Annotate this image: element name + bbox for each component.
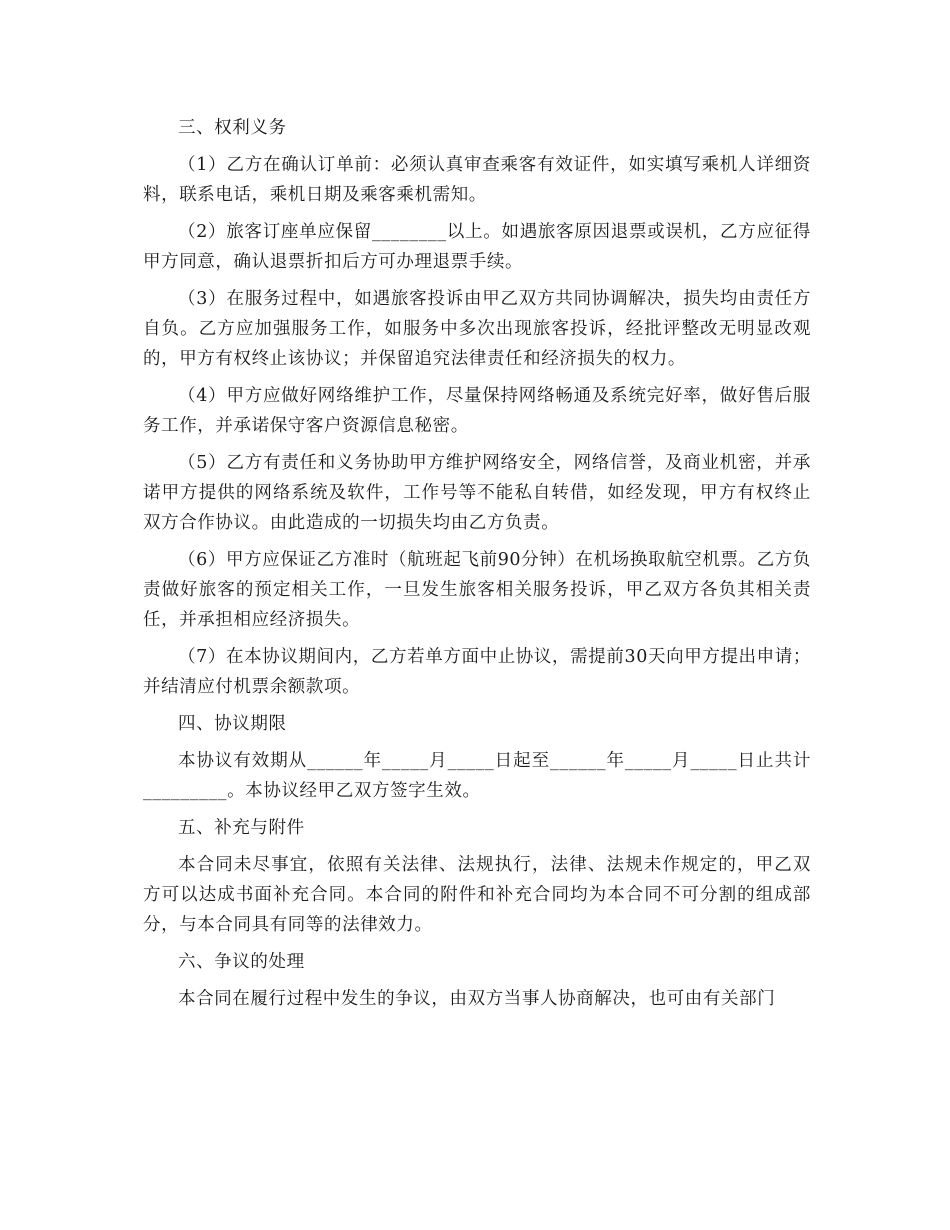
- document-body: [143, 113, 811, 1014]
- clause-item-1: （1）乙方在确认订单前：必须认真审查乘客有效证件，如实填写乘机人详细资料，联系电话，乘机日期及乘客乘机需知。: [143, 155, 811, 205]
- section-5-title: 五、补充与附件: [178, 818, 305, 838]
- clause-item-6: （6）甲方应保证乙方准时（航班起飞前90分钟）在机场换取航空机票。乙方负责做好旅客的预定相关工作，一旦发生旅客相关服务投诉，甲乙双方各负其相关责任，并承担相应经济损失。: [143, 550, 811, 630]
- clause-item-5: （5）乙方有责任和义务协助甲方维护网络安全，网络信誉，及商业机密，并承诺甲方提供的网络系统及软件，工作号等不能私自转借，如经发现，甲方有权终止双方合作协议。由此造成的一切损失均由乙方负责。: [143, 453, 811, 533]
- section-6-title: 六、争议的处理: [178, 952, 305, 972]
- section-3-title: 三、权利义务: [178, 118, 287, 138]
- term-paragraph: 本协议有效期从______年_____月_____日起至______年_____月_____日止共计_________。本协议经甲乙双方签字生效。: [143, 751, 811, 801]
- clause-item-3: （3）在服务过程中，如遇旅客投诉由甲乙双方共同协调解决，损失均由责任方自负。乙方应加强服务工作，如服务中多次出现旅客投诉，经批评整改无明显改观的，甲方有权终止该协议；并保留追究法律责任和经济损失的权力。: [143, 289, 811, 369]
- supplement-paragraph: 本合同未尽事宜，依照有关法律、法规执行，法律、法规未作规定的，甲乙双方可以达成书面补充合同。本合同的附件和补充合同均为本合同不可分割的组成部分，与本合同具有同等的法律效力。: [143, 855, 811, 935]
- clause-item-7: （7）在本协议期间内，乙方若单方面中止协议，需提前30天向甲方提出申请；并结清应付机票余额款项。: [143, 647, 811, 697]
- section-4-title: 四、协议期限: [178, 714, 287, 734]
- dispute-paragraph: 本合同在履行过程中发生的争议，由双方当事人协商解决，也可由有关部门: [178, 989, 776, 1009]
- clause-item-4: （4）甲方应做好网络维护工作，尽量保持网络畅通及系统完好率，做好售后服务工作，并承诺保守客户资源信息秘密。: [143, 386, 811, 436]
- clause-item-2: （2）旅客订座单应保留________以上。如遇旅客原因退票或误机，乙方应征得甲方同意，确认退票折扣后方可办理退票手续。: [143, 222, 811, 272]
